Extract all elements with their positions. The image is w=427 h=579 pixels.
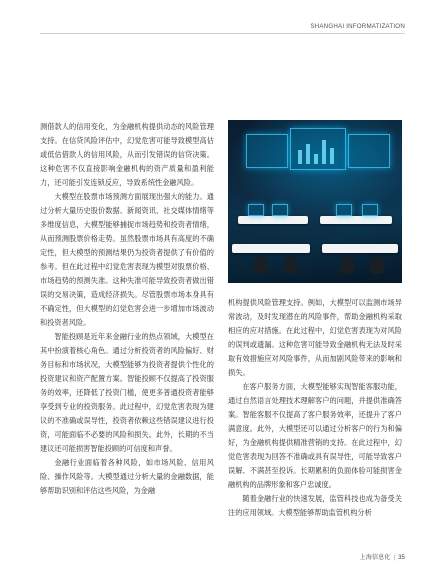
wall-screen bbox=[348, 134, 390, 168]
chair bbox=[370, 256, 384, 274]
body-paragraph: 智能投顾是近年来金融行业的热点领域，大模型在其中扮演着核心角色。通过分析投资者的风险偏好、财务目标和市场状况，大模型能够为投资者提供个性化的投资建议和资产配置方案。智能投顾不仅提高了投资服务的效率，还降低了投资门槛，使更多普通投资者能够享受到专业的投资服务。此过程中，幻觉危害表现为建议的不准确或误导性，投资者依赖这些错误建议进行投资，可能面临不必要的风险和损失。此外，长期的不当建议还可能损害智能投顾的可信度和声誉。 bbox=[40, 332, 214, 453]
desk-monitor bbox=[362, 204, 378, 216]
body-paragraph: 大模型在股票市场预测方面展现出强大的能力。通过分析大量历史股价数据、新闻资讯、社交媒体情绪等多维度信息，大模型能够捕捉市场趋势和投资者情绪，从而预测股票价格走势。虽然股票市场具有高度的不确定性，但大模型的预测结果仍为投资者提供了有价值的参考。但在此过程中幻觉危害表现为模型对股票价格、市场趋势的预测失准。这种失准可能导致投资者做出错误的交易决策，造成经济损失。尽管股票市场本身具有不确定性，但大模型的幻觉危害会进一步增加市场波动和投资者风险。 bbox=[40, 192, 214, 327]
header-divider bbox=[40, 33, 405, 34]
body-paragraph: 测借款人的信用变化，为金融机构提供动态的风险管理支持。在信贷风险评估中，幻觉危害可能导致模型高估或低估借款人的信用风险，从而引发错误的信贷决策。这种危害不仅直接影响金融机构的资产质量和盈利能力，还可能引发连锁反应，导致系统性金融风险。 bbox=[40, 122, 214, 187]
body-paragraph: 金融行业面临着各种风险，如市场风险、信用风险、操作风险等。大模型通过分析大量的金融数据，能够帮助识别和评估这些风险，为金融 bbox=[40, 458, 214, 495]
chair bbox=[284, 256, 298, 274]
trading-floor-photo bbox=[228, 120, 402, 283]
body-paragraph: 在客户服务方面，大模型能够实现智能客服功能，通过自然语言处理技术理解客户的问题，并提供准确答案。智能客服不仅提高了客户服务效率，还提升了客户满意度。此外，大模型还可以通过分析客户的行为和偏好，为金融机构提供精准营销的支持。在此过程中，幻觉危害表现为回答不准确或具有误导性，可能导致客户误解、不满甚至投诉。长期累积的负面体验可能损害金融机构的品牌形象和客户忠诚度。 bbox=[228, 382, 402, 489]
desk-monitor bbox=[336, 204, 352, 216]
desk-monitor bbox=[272, 204, 288, 216]
screen-chart-bar bbox=[298, 150, 302, 164]
wall-screen bbox=[246, 134, 288, 168]
footer-separator: | bbox=[393, 554, 396, 561]
chair bbox=[254, 256, 268, 274]
desk-monitor bbox=[248, 204, 264, 216]
publication-name: 上海信息化 bbox=[359, 554, 391, 561]
body-paragraph: 随着金融行业的快速发展，监管科技也成为备受关注的应用领域。大模型能够帮助监管机构分析 bbox=[228, 494, 402, 517]
screen-chart-bar bbox=[330, 148, 334, 164]
body-paragraph: 机构提供风险管理支持。例如，大模型可以监测市场异常波动，及时发现潜在的风险事件，帮助金融机构采取相应的应对措施。在此过程中，幻觉危害表现为对风险的误判或遗漏。这种危害可能导致金融机构无法及时采取有效措施应对风险事件，从而加剧风险带来的影响和损失。 bbox=[228, 298, 402, 377]
desk bbox=[320, 216, 392, 224]
chair bbox=[340, 256, 354, 274]
right-text-column bbox=[228, 296, 402, 520]
desk bbox=[322, 244, 398, 253]
screen-chart-bar bbox=[314, 154, 318, 164]
screen-chart-bar bbox=[306, 144, 310, 164]
page-footer bbox=[360, 552, 405, 561]
desk bbox=[232, 244, 310, 253]
desk bbox=[238, 216, 308, 224]
screen-chart-bar bbox=[322, 140, 326, 164]
left-text-column bbox=[40, 120, 214, 498]
page-number: 35 bbox=[398, 554, 405, 561]
running-header: SHANGHAI INFORMATIZATION bbox=[310, 23, 405, 30]
